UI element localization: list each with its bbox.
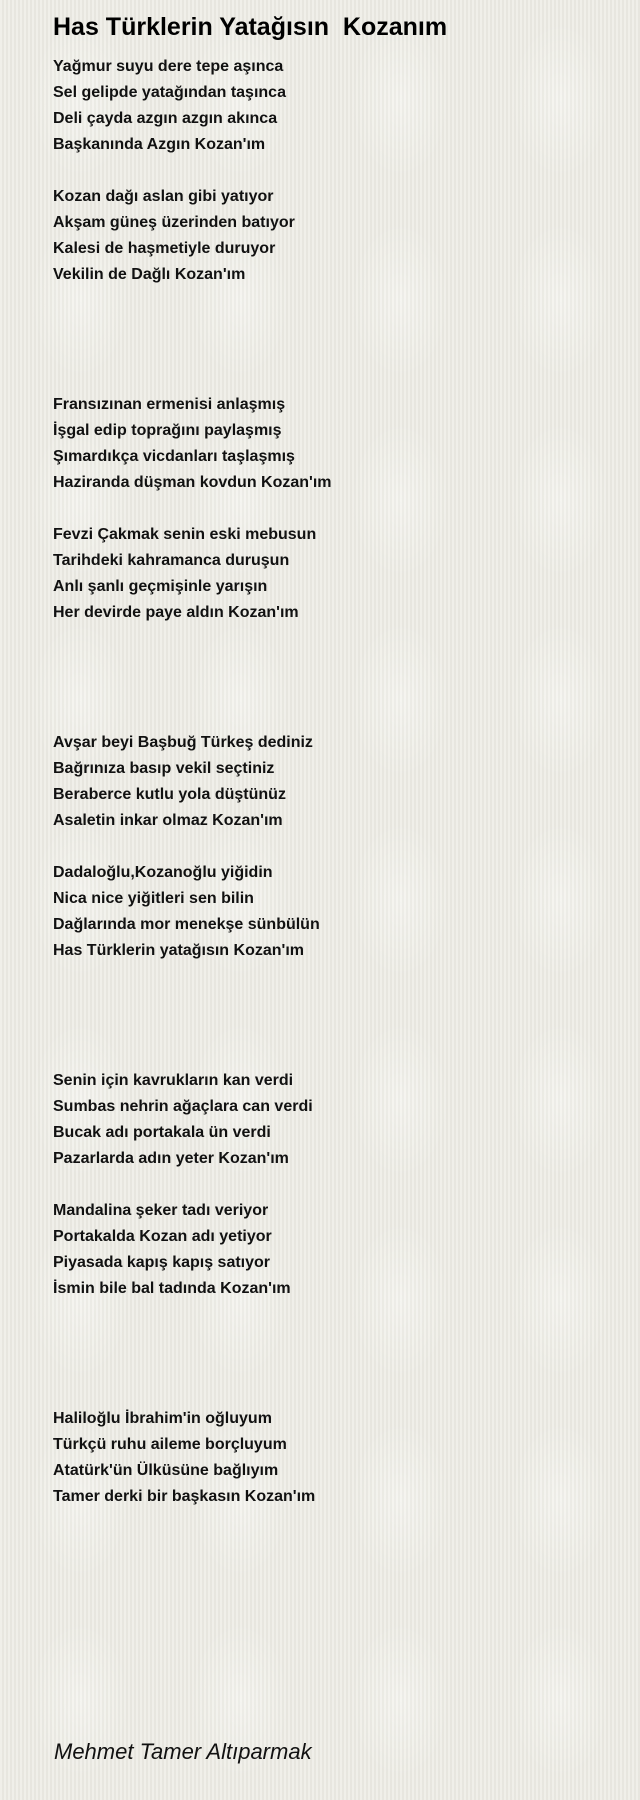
- poem-line: Kalesi de haşmetiyle duruyor: [53, 240, 276, 257]
- poem-line: Bağrınıza basıp vekil seçtiniz: [53, 760, 275, 777]
- poem-line: Portakalda Kozan adı yetiyor: [53, 1228, 272, 1245]
- stanza-gap: [53, 158, 613, 184]
- poem-body: [53, 54, 613, 1510]
- stanza-1: [53, 54, 613, 158]
- section-gap: [53, 626, 613, 730]
- section-gap: [53, 964, 613, 1068]
- poem-line: Nica nice yiğitleri sen bilin: [53, 890, 254, 907]
- poem-line: Tamer derki bir başkasın Kozan'ım: [53, 1488, 316, 1505]
- stanza-gap: [53, 496, 613, 522]
- poem-line: Avşar beyi Başbuğ Türkeş dediniz: [53, 734, 313, 751]
- stanza-4: [53, 522, 613, 626]
- poem-line: Anlı şanlı geçmişinle yarışın: [53, 578, 268, 595]
- poem-line: Sumbas nehrin ağaçlara can verdi: [53, 1098, 313, 1115]
- poem-line: Deli çayda azgın azgın akınca: [53, 110, 278, 127]
- poem-line: İsmin bile bal tadında Kozan'ım: [53, 1280, 291, 1297]
- stanza-9: [53, 1406, 613, 1510]
- poem-line: Şımardıkça vicdanları taşlaşmış: [53, 448, 295, 465]
- poem-line: Has Türklerin yatağısın Kozan'ım: [53, 942, 304, 959]
- poem-line: Fransızınan ermenisi anlaşmış: [53, 396, 286, 413]
- stanza-8: [53, 1198, 613, 1302]
- poem-line: Dağlarında mor menekşe sünbülün: [53, 916, 320, 933]
- stanza-gap: [53, 834, 613, 860]
- section-gap: [53, 288, 613, 392]
- stanza-7: [53, 1068, 613, 1172]
- poem-page: [53, 12, 613, 1510]
- poem-line: Yağmur suyu dere tepe aşınca: [53, 58, 284, 75]
- poem-line: Mandalina şeker tadı veriyor: [53, 1202, 269, 1219]
- poem-line: Vekilin de Dağlı Kozan'ım: [53, 266, 246, 283]
- stanza-3: [53, 392, 613, 496]
- poem-line: Haliloğlu İbrahim'in oğluyum: [53, 1410, 272, 1427]
- poem-line: Bucak adı portakala ün verdi: [53, 1124, 271, 1141]
- stanza-gap: [53, 1172, 613, 1198]
- poem-line: Atatürk'ün Ülküsüne bağlıyım: [53, 1462, 279, 1479]
- poem-line: Akşam güneş üzerinden batıyor: [53, 214, 295, 231]
- poem-line: Dadaloğlu,Kozanoğlu yiğidin: [53, 864, 273, 881]
- poem-author: Mehmet Tamer Altıparmak: [54, 1739, 312, 1764]
- stanza-6: [53, 860, 613, 964]
- stanza-2: [53, 184, 613, 288]
- poem-title: Has Türklerin Yatağısın Kozanım: [53, 13, 448, 41]
- poem-line: Pazarlarda adın yeter Kozan'ım: [53, 1150, 289, 1167]
- poem-line: İşgal edip toprağını paylaşmış: [53, 422, 282, 439]
- stanza-5: [53, 730, 613, 834]
- poem-line: Türkçü ruhu aileme borçluyum: [53, 1436, 287, 1453]
- poem-line: Senin için kavrukların kan verdi: [53, 1072, 294, 1089]
- poem-line: Tarihdeki kahramanca duruşun: [53, 552, 290, 569]
- poem-line: Başkanında Azgın Kozan'ım: [53, 136, 266, 153]
- poem-line: Beraberce kutlu yola düştünüz: [53, 786, 286, 803]
- poem-line: Haziranda düşman kovdun Kozan'ım: [53, 474, 332, 491]
- poem-line: Piyasada kapış kapış satıyor: [53, 1254, 271, 1271]
- section-gap: [53, 1302, 613, 1406]
- poem-line: Fevzi Çakmak senin eski mebusun: [53, 526, 317, 543]
- poem-line: Kozan dağı aslan gibi yatıyor: [53, 188, 274, 205]
- poem-line: Her devirde paye aldın Kozan'ım: [53, 604, 299, 621]
- poem-line: Asaletin inkar olmaz Kozan'ım: [53, 812, 283, 829]
- poem-line: Sel gelipde yatağından taşınca: [53, 84, 286, 101]
